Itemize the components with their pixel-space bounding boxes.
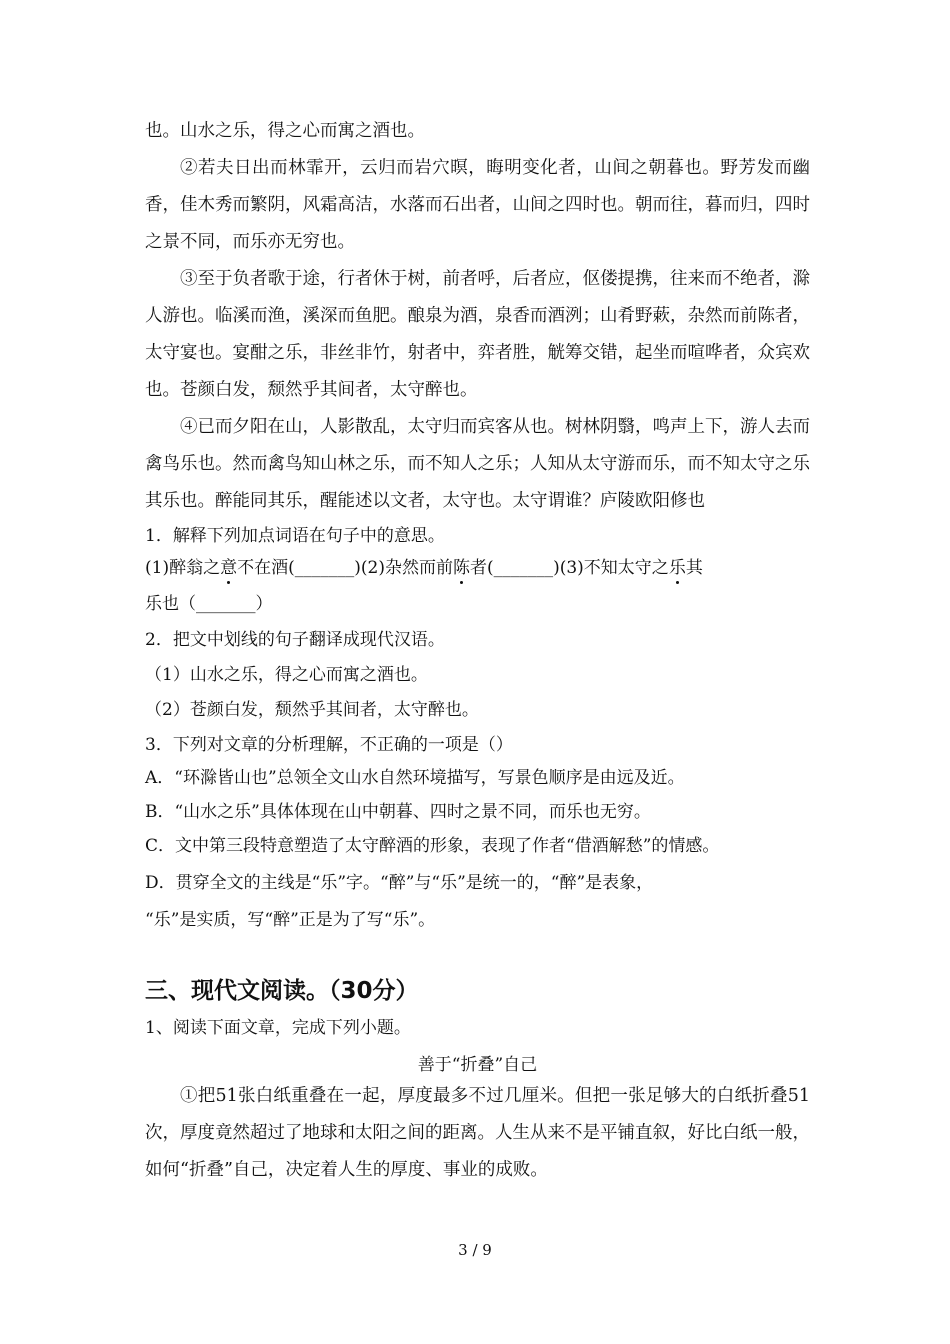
question-2-title: 2．把文中划线的句子翻译成现代汉语。 (145, 630, 445, 650)
q1-c-prefix: )(3)不知太守之 (553, 558, 669, 578)
question-1-line (145, 556, 815, 580)
option-c: C．文中第三段特意塑造了太守醉酒的形象，表现了作者“借酒解愁”的情感。 (145, 836, 720, 856)
q1-line2-prefix: 乐也（ (145, 594, 196, 614)
question-1-title: 1．解释下列加点词语在句子中的意思。 (145, 526, 445, 546)
answer-blank-2[interactable]: _______ (493, 558, 554, 578)
article-text (145, 1078, 810, 1189)
page-number: 3 / 9 (458, 1241, 492, 1259)
q1-c-dotted-word: 乐 (668, 558, 686, 578)
passage-paragraph-2: ②若夫日出而林霏开，云归而岩穴暝，晦明变化者，山间之朝暮也。野芳发而幽香，佳木秀而繁阴，风霜高洁，水落而石出者，山间之四时也。朝而往，暮而归，四时之景不同，而乐亦无穷也。 (145, 158, 810, 252)
q1-a-dotted-word: 意 (220, 558, 238, 578)
passage-paragraph-3: ③至于负者歌于途，行者休于树，前者呼，后者应，伛偻提携，往来而不绝者，滁人游也。临溪而渔，溪深而鱼肥。酿泉为酒，泉香而酒洌；山肴野蔌，杂然而前陈者，太守宴也。宴酣之乐，非丝非竹，射者中，弈者胜，觥筹交错，起坐而喧哗者，众宾欢也。苍颜白发，颓然乎其间者，太守醉也。 (145, 269, 810, 400)
question-1-line-2 (145, 592, 815, 616)
q1-a-prefix: (1)醉翁之 (145, 558, 221, 578)
option-b: B．“山水之乐”具体体现在山中朝暮、四时之景不同，而乐也无穷。 (145, 802, 651, 822)
passage-line-first: 也。山水之乐，得之心而寓之酒也。 (145, 121, 425, 141)
q1-b-suffix: 者( (469, 558, 494, 578)
question-2-sentence-1: （1）山水之乐，得之心而寓之酒也。 (145, 665, 428, 685)
question-2-sentence-2: （2）苍颜白发，颓然乎其间者，太守醉也。 (145, 700, 479, 720)
section-intro: 1、阅读下面文章，完成下列小题。 (145, 1018, 411, 1038)
section-heading: 三、现代文阅读。（30分） (145, 978, 419, 1004)
option-d-line-2: “乐”是实质，写“醉”正是为了写“乐”。 (145, 910, 436, 930)
q1-b-prefix: )(2)杂然而前 (354, 558, 453, 578)
article-paragraph-1: ①把51张白纸重叠在一起，厚度最多不过几厘米。但把一张足够大的白纸折叠51次，厚度竟然超过了地球和太阳之间的距离。人生从来不是平铺直叙，好比白纸一般，如何“折叠”自己，决定着人生的厚度、事业的成败。 (145, 1086, 810, 1180)
q1-c-suffix: 其 (685, 558, 703, 578)
option-d-line-1: D．贯穿全文的主线是“乐”字。“醉”与“乐”是统一的，“醉”是表象， (145, 873, 654, 893)
answer-blank-3[interactable]: _______ (196, 594, 256, 614)
q1-a-suffix: 不在酒( (237, 558, 295, 578)
q1-line2-suffix: ） (255, 594, 273, 614)
q1-b-dotted-word: 陈 (452, 558, 470, 578)
option-a: A．“环滁皆山也”总领全文山水自然环境描写，写景色顺序是由远及近。 (145, 768, 685, 788)
passage-paragraph-4: ④已而夕阳在山，人影散乱，太守归而宾客从也。树林阴翳，鸣声上下，游人去而禽鸟乐也。然而禽鸟知山林之乐，而不知人之乐；人知从太守游而乐，而不知太守之乐其乐也。醉能同其乐，醒能述以文者，太守也。太守谓谁？庐陵欧阳修也 (145, 417, 810, 511)
article-title: 善于“折叠”自己 (417, 1055, 538, 1075)
question-3-title: 3．下列对文章的分析理解，不正确的一项是（） (145, 735, 513, 755)
passage-text (145, 113, 810, 520)
answer-blank-1[interactable]: _______ (294, 558, 355, 578)
